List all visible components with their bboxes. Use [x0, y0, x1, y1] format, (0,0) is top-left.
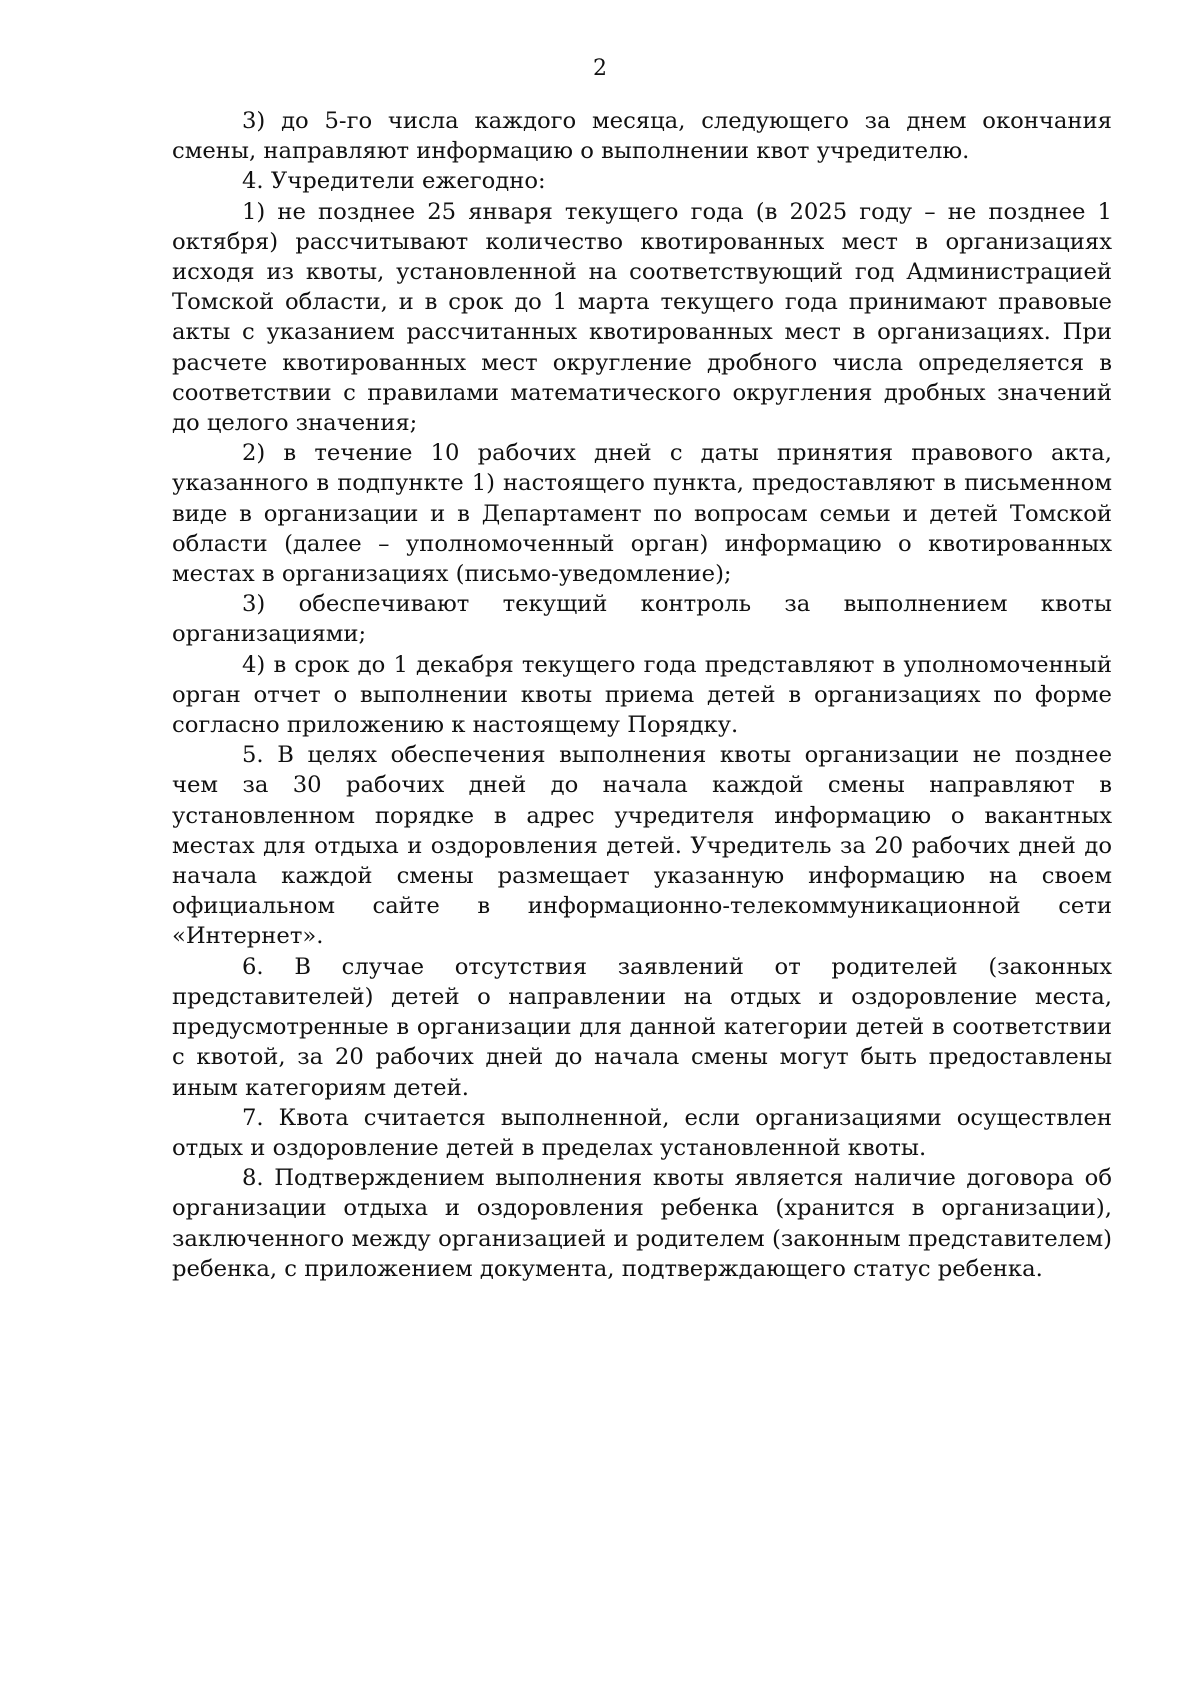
paragraph-subitem-1-quota-calculation: 1) не позднее 25 января текущего года (в 2025 году – не позднее 1 октября) рассчитывают количество квотированных мест в организациях исходя из квоты, установленной на соответствующий год Администрацией Томской области, и в срок до 1 марта текущего года принимают правовые акты с указанием рассчитанных квотированных мест в организациях. При расчете квотированных мест округление дробного числа определяется в соответствии с правилами математического округления дробных значений до целого значения; — [172, 198, 1112, 437]
paragraph-section-5-vacancies: 5. В целях обеспечения выполнения квоты организации не позднее чем за 30 рабочих дней до начала каждой смены направляют в установленном порядке в адрес учредителя информацию о вакантных местах для отдыха и оздоровления детей. Учредитель за 20 рабочих дней до начала каждой смены размещает указанную информацию на своем официальном сайте в информационно-телекоммуникационной сети «Интернет». — [172, 742, 1112, 950]
paragraph-section-6-reallocation: 6. В случае отсутствия заявлений от родителей (законных представителей) детей о направлении на отдых и оздоровление места, предусмотренные в организации для данной категории детей в соответствии с квотой, за 20 рабочих дней до начала смены могут быть предоставлены иным категориям детей. — [172, 953, 1112, 1101]
paragraph-section-4-heading: 4. Учредители ежегодно: — [242, 168, 546, 195]
paragraph-subitem-4-report: 4) в срок до 1 декабря текущего года представляют в уполномоченный орган отчет о выполнении квоты приема детей в организациях по форме согласно приложению к настоящему Порядку. — [172, 651, 1112, 739]
page-number: 2 — [593, 56, 607, 81]
paragraph-subitem-2-notification: 2) в течение 10 рабочих дней с даты принятия правового акта, указанного в подпункте 1) настоящего пункта, предоставляют в письменном виде в организации и в Департамент по вопросам семьи и детей Томской области (далее – уполномоченный орган) информацию о квотированных местах в организациях (письмо-уведомление); — [172, 440, 1112, 588]
paragraph-section-8-confirmation: 8. Подтверждением выполнения квоты является наличие договора об организации отдыха и оздоровления ребенка (хранится в организации), заключенного между организацией и родителем (законным представителем) ребенка, с приложением документа, подтверждающего статус ребенка. — [172, 1165, 1112, 1282]
paragraph-section-7-fulfillment: 7. Квота считается выполненной, если организациями осуществлен отдых и оздоровление детей в пределах установленной квоты. — [172, 1104, 1112, 1161]
paragraph-item-3-monthly-report: 3) до 5-го числа каждого месяца, следующего за днем окончания смены, направляют информацию о выполнении квот учредителю. — [172, 108, 1112, 165]
document-body — [172, 106, 1112, 1284]
paragraph-subitem-3-control: 3) обеспечивают текущий контроль за выполнением квоты организациями; — [172, 591, 1112, 648]
